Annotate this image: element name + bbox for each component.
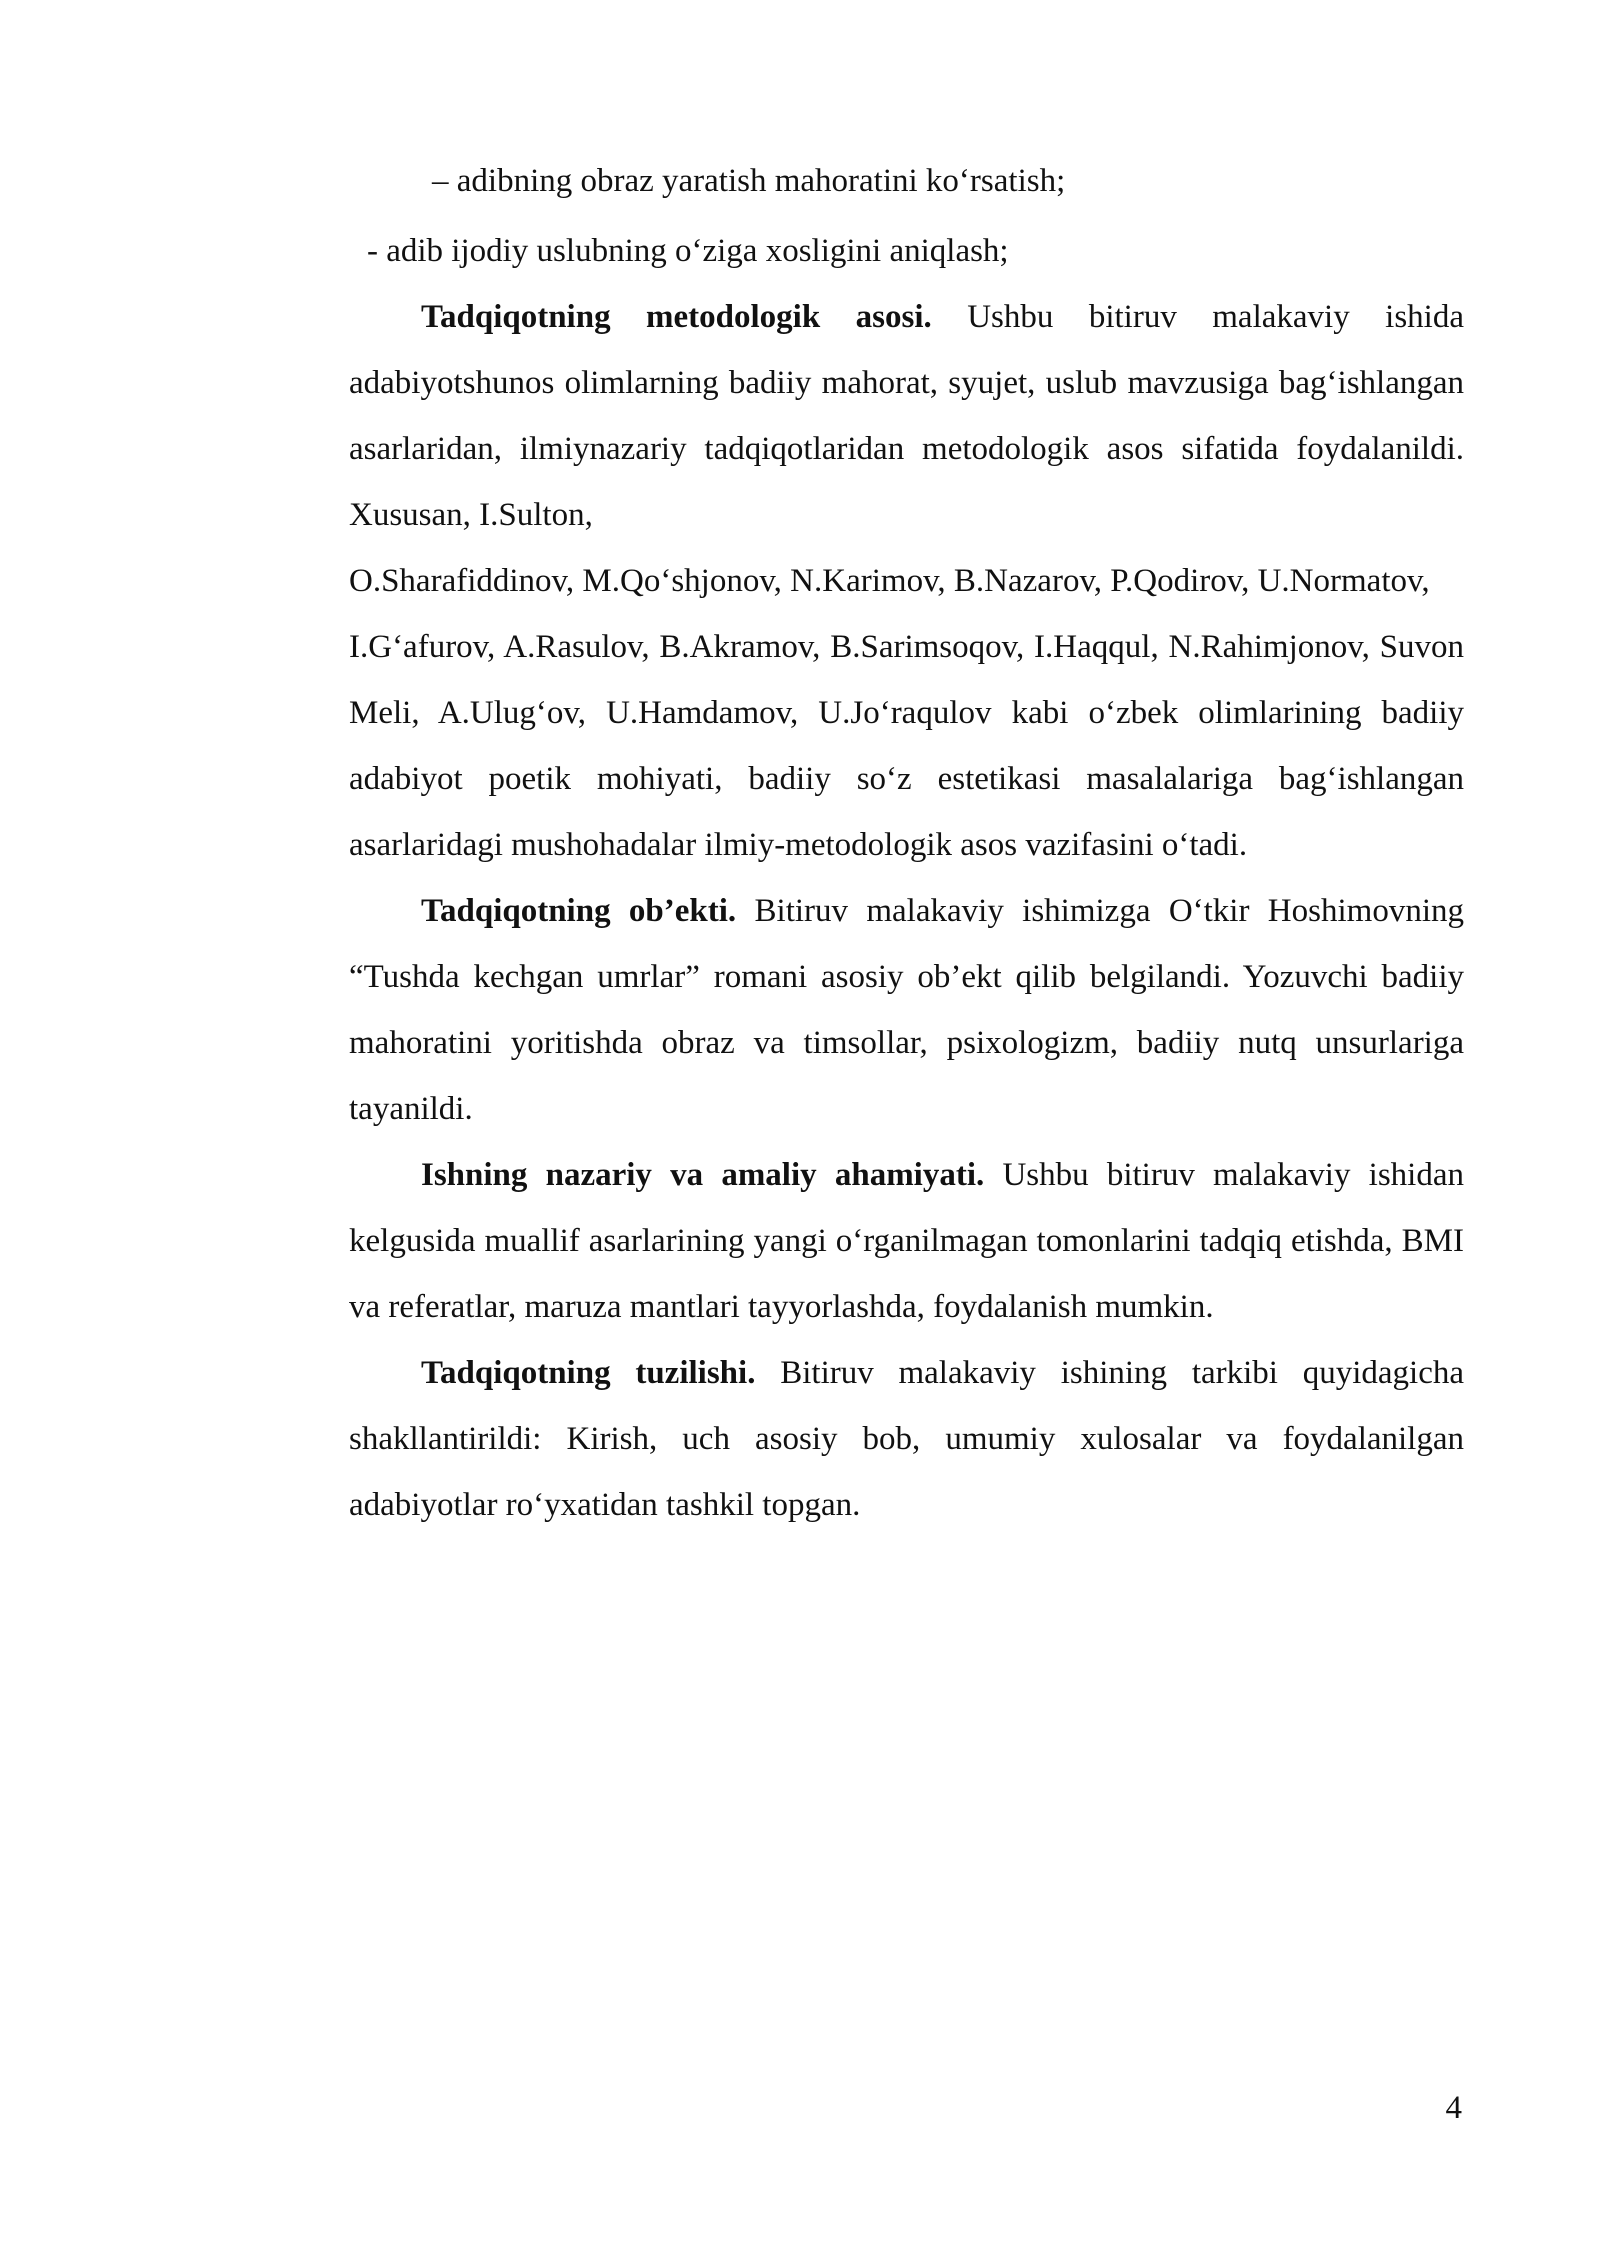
significance-paragraph xyxy=(349,1142,1464,1340)
object-paragraph xyxy=(349,878,1464,1142)
methodology-paragraph xyxy=(349,284,1464,548)
structure-text: Bitiruv malakaviy ishining tarkibi quyidagicha shakllantirildi: Kirish, uch asosiy bob, umumiy xulosalar va foydalanilgan adabiyotlar ro‘yxatidan tashkil topgan. xyxy=(349,1355,1464,1523)
list-item: – adibning obraz yaratish mahoratini ko‘rsatish; xyxy=(432,163,1066,199)
page-content xyxy=(349,148,1464,1538)
methodology-heading: Tadqiqotning metodologik asosi. xyxy=(421,299,932,335)
methodology-names: O.Sharafiddinov, M.Qo‘shjonov, N.Karimov, B.Nazarov, P.Qodirov, U.Normatov, xyxy=(349,563,1430,599)
page-number: 4 xyxy=(1445,2090,1462,2126)
methodology-continuation: I.G‘afurov, A.Rasulov, B.Akramov, B.Sarimsoqov, I.Haqqul, N.Rahimjonov, Suvon Meli, A.Ulug‘ov, U.Hamdamov, U.Jo‘raqulov kabi o‘zbek olimlarining badiiy adabiyot poetik mohiyati, badiiy so‘z estetikasi masalalariga bag‘ishlangan asarlaridagi mushohadalar ilmiy-metodologik asos vazifasini o‘tadi. xyxy=(349,629,1464,863)
methodology-text: Ushbu bitiruv malakaviy ishida adabiyotshunos olimlarning badiiy mahorat, syujet, uslub mavzusiga bag‘ishlangan asarlaridan, ilmiynazariy tadqiqotlaridan metodologik asos sifatida foydalanildi. Xususan, I.Sulton, xyxy=(349,299,1464,533)
significance-text: Ushbu bitiruv malakaviy ishidan kelgusida muallif asarlarining yangi o‘rganilmagan tomonlarini tadqiq etishda, BMI va referatlar, maruza mantlari tayyorlashda, foydalanish mumkin. xyxy=(349,1157,1464,1325)
structure-paragraph xyxy=(349,1340,1464,1538)
structure-heading: Tadqiqotning tuzilishi. xyxy=(421,1355,756,1391)
object-text: Bitiruv malakaviy ishimizga O‘tkir Hoshimovning “Tushda kechgan umrlar” romani asosiy ob’ekt qilib belgilandi. Yozuvchi badiiy mahoratini yoritishda obraz va timsollar, psixologizm, badiiy nutq unsurlariga tayanildi. xyxy=(349,893,1464,1127)
list-item: - adib ijodiy uslubning o‘ziga xosligini aniqlash; xyxy=(367,233,1009,269)
object-heading: Tadqiqotning ob’ekti. xyxy=(421,893,737,929)
significance-heading: Ishning nazariy va amaliy ahamiyati. xyxy=(421,1157,985,1193)
